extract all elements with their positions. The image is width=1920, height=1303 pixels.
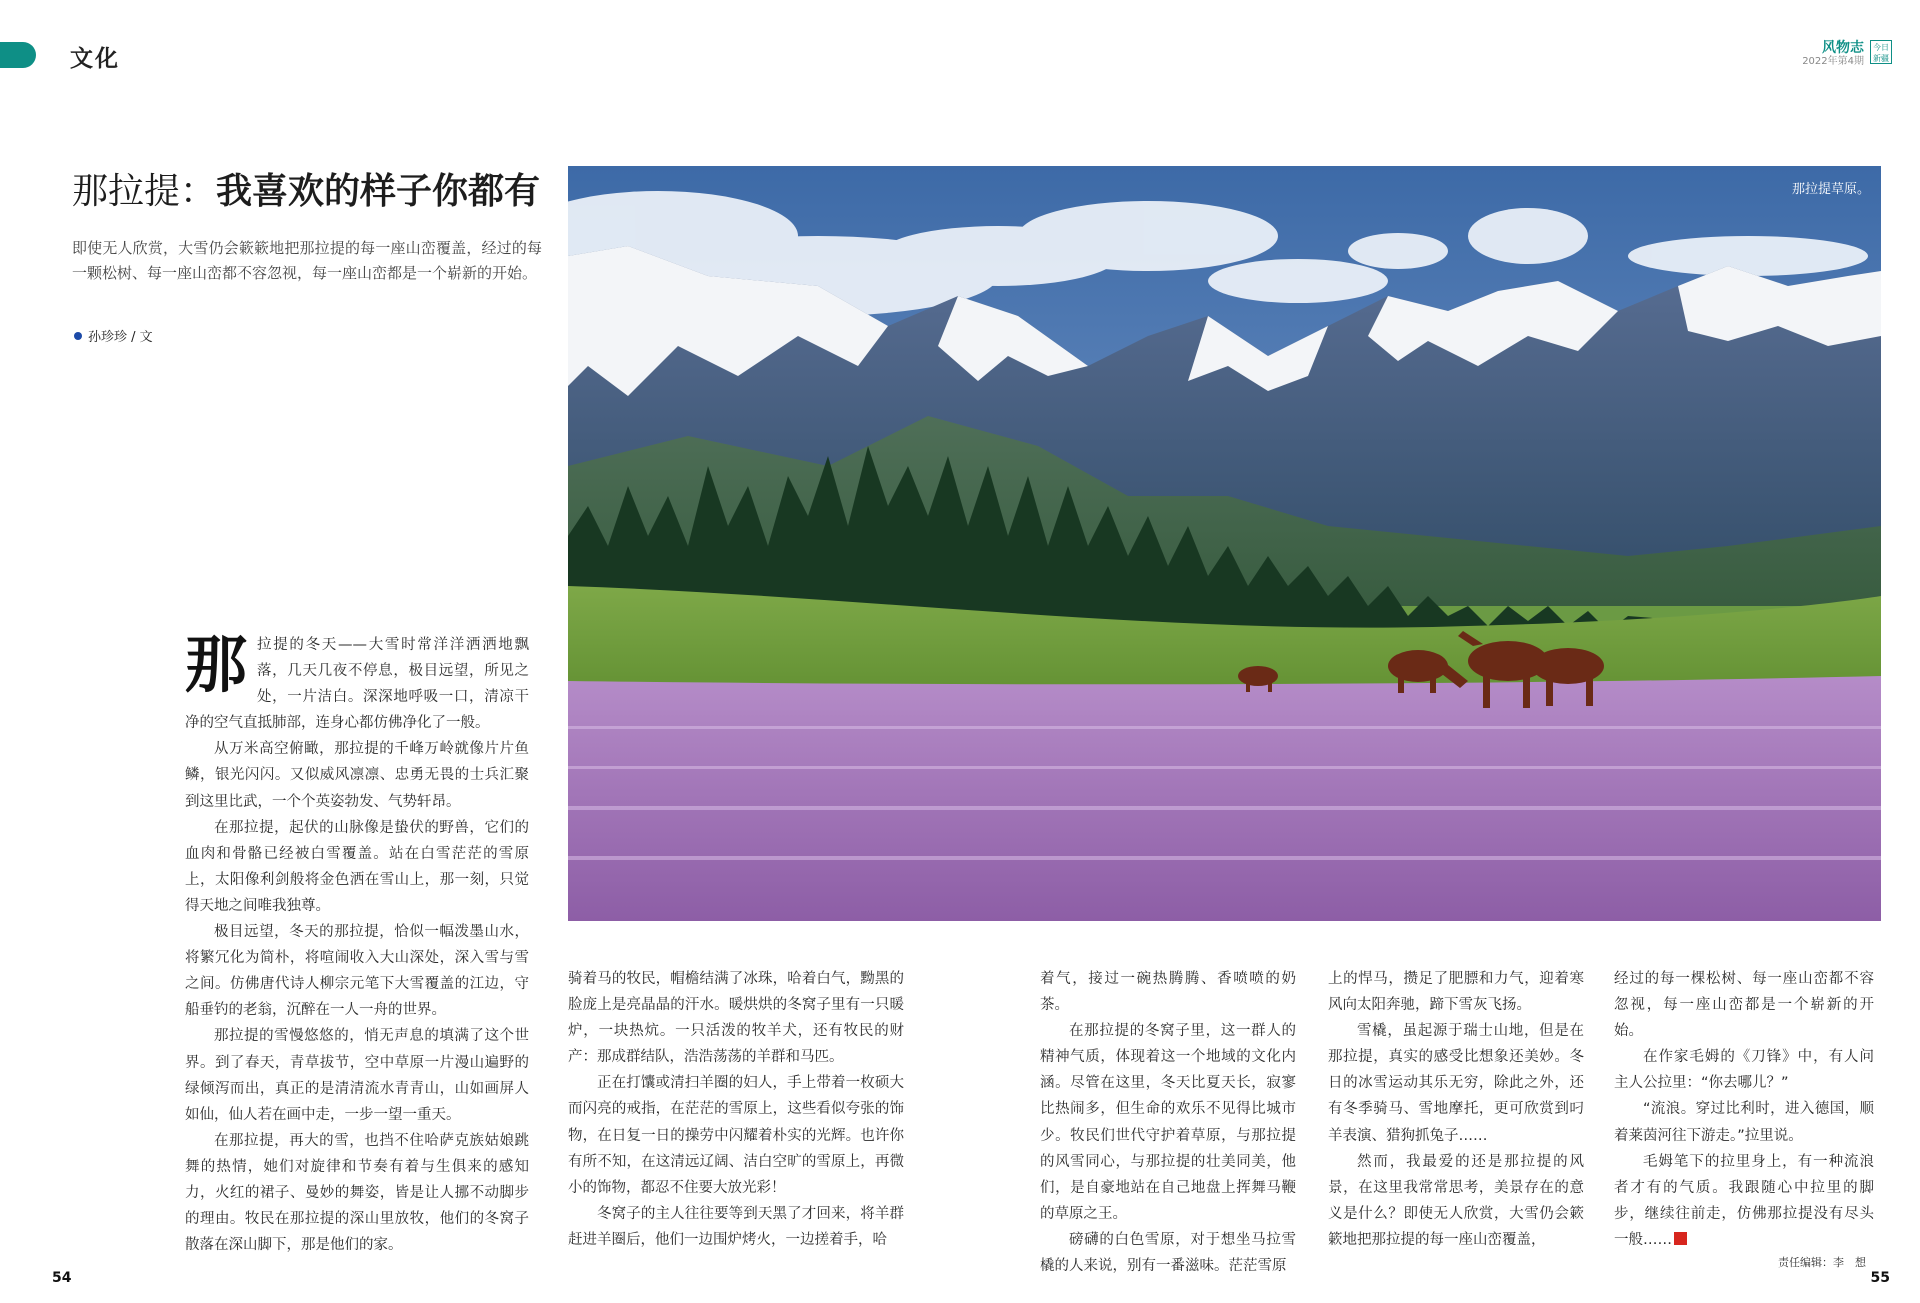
paragraph: 在作家毛姆的《刀锋》中，有人问主人公拉里：“你去哪儿？” (1614, 1049, 1874, 1092)
article-column-2 (568, 966, 904, 1253)
responsible-editor: 责任编辑：李 想 (1778, 1256, 1866, 1269)
author-credit: 孙珍珍 / 文 (88, 330, 153, 345)
paragraph: 在那拉提的冬窝子里，这一群人的精神气质，体现着这一个地域的文化内涵。尽管在这里，冬天比夏天长，寂寥比热闹多，但生命的欢乐不见得比城市少。牧民们世代守护着草原，与那拉提的风雪同心，与那拉提的壮美同美，他们，是自豪地站在自己地盘上挥舞马鞭的草原之王。 (1040, 1023, 1296, 1222)
photo-caption: 那拉提草原。 (1791, 182, 1870, 197)
section-tab-marker (0, 42, 36, 68)
paragraph: 经过的每一棵松树、每一座山峦都不容忽视，每一座山峦都是一个崭新的开始。 (1614, 971, 1874, 1040)
paragraph: 雪橇，虽起源于瑞士山地，但是在那拉提，真实的感受比想象还美妙。冬日的冰雪运动其乐无穷，除此之外，还有冬季骑马、雪地摩托，更可欣赏到叼羊表演、猎狗抓兔子…… (1328, 1023, 1584, 1144)
magazine-logo: 今日新疆 (1870, 40, 1892, 64)
article-column-3 (1040, 966, 1296, 1279)
paragraph: 冬窝子的主人往往要等到天黑了才回来，将羊群赶进羊圈后，他们一边围炉烤火，一边搓着手，哈 (568, 1205, 904, 1248)
paragraph: “流浪。穿过比利时，进入德国，顺着莱茵河往下游走。”拉里说。 (1614, 1101, 1874, 1144)
landscape-photo (568, 166, 1881, 921)
issue-number: 2022年第4期 (1802, 56, 1864, 68)
paragraph: 上的悍马，攒足了肥膘和力气，迎着寒风向太阳奔驰，蹄下雪灰飞扬。 (1328, 971, 1584, 1014)
paragraph: 极目远望，冬天的那拉提，恰似一幅泼墨山水，将繁冗化为简朴，将喧闹收入大山深处，深入雪与雪之间。仿佛唐代诗人柳宗元笔下大雪覆盖的江边，守船垂钓的老翁，沉醉在一人一舟的世界。 (185, 924, 529, 1019)
paragraph: 然而，我最爱的还是那拉提的风景，在这里我常常思考，美景存在的意义是什么？即使无人欣赏，大雪仍会簌簌地把那拉提的每一座山峦覆盖， (1328, 1153, 1584, 1248)
paragraph: 正在打馕或清扫羊圈的妇人，手上带着一枚硕大而闪亮的戒指，在茫茫的雪原上，这些看似夸张的饰物，在日复一日的操劳中闪耀着朴实的光辉。也许你有所不知，在这清远辽阔、洁白空旷的雪原上，再微小的饰物，都忍不住要大放光彩！ (568, 1075, 904, 1196)
article-column-1 (185, 628, 529, 1258)
end-mark-icon (1674, 1232, 1687, 1245)
paragraph-last (1614, 1149, 1874, 1253)
article-column-5 (1614, 966, 1874, 1253)
magazine-name: 风物志 (1822, 40, 1864, 56)
dropcap: 那 (185, 628, 248, 701)
section-label: 文化 (70, 46, 120, 72)
page-number-right: 55 (1870, 1270, 1890, 1286)
byline (74, 326, 153, 345)
paragraph: 拉提的冬天——大雪时常洋洋洒洒地飘落，几天几夜不停息，极目远望，所见之处，一片洁白。深深地呼吸一口，清凉干净的空气直抵肺部，连身心都仿佛净化了一般。 (185, 637, 529, 732)
title-part-2: 我喜欢的样子你都有 (216, 171, 541, 212)
page-number-left: 54 (52, 1270, 72, 1286)
article-title (72, 163, 540, 214)
masthead (1802, 40, 1892, 68)
paragraph: 那拉提的雪慢悠悠的，悄无声息的填满了这个世界。到了春天，青草拔节，空中草原一片漫山遍野的绿倾泻而出，真正的是清清流水青青山，山如画屏人如仙，仙人若在画中走，一步一望一重天。 (185, 1028, 529, 1123)
paragraph: 磅礴的白色雪原，对于想坐马拉雪橇的人来说，别有一番滋味。茫茫雪原 (1040, 1231, 1296, 1275)
article-column-4 (1328, 966, 1584, 1253)
article-dek: 即使无人欣赏，大雪仍会簌簌地把那拉提的每一座山峦覆盖，经过的每一颗松树、每一座山峦都不容忽视，每一座山峦都是一个崭新的开始。 (72, 239, 542, 282)
title-part-1: 那拉提： (72, 171, 217, 212)
paragraph: 从万米高空俯瞰，那拉提的千峰万岭就像片片鱼鳞，银光闪闪。又似威风凛凛、忠勇无畏的士兵汇聚到这里比武，一个个英姿勃发、气势轩昂。 (185, 741, 529, 810)
paragraph: 骑着马的牧民，帽檐结满了冰珠，哈着白气，黝黑的脸庞上是亮晶晶的汗水。暖烘烘的冬窝子里有一只暖炉，一块热炕。一只活泼的牧羊犬，还有牧民的财产：那成群结队，浩浩荡荡的羊群和马匹。 (568, 971, 904, 1066)
paragraph-text: 毛姆笔下的拉里身上，有一种流浪者才有的气质。我跟随心中拉里的脚步，继续往前走，仿佛那拉提没有尽头一般…… (1614, 1153, 1874, 1248)
paragraph: 着气，接过一碗热腾腾、香喷喷的奶茶。 (1040, 971, 1296, 1014)
paragraph: 在那拉提，起伏的山脉像是蛰伏的野兽，它们的血肉和骨骼已经被白雪覆盖。站在白雪茫茫的雪原上，太阳像利剑般将金色洒在雪山上，那一刻，只觉得天地之间唯我独尊。 (185, 819, 529, 914)
bullet-dot (74, 332, 82, 340)
paragraph: 在那拉提，再大的雪，也挡不住哈萨克族姑娘跳舞的热情，她们对旋律和节奏有着与生俱来的感知力，火红的裙子、曼妙的舞姿，皆是让人挪不动脚步的理由。牧民在那拉提的深山里放牧，他们的冬窝子散落在深山脚下，那是他们的家。 (185, 1132, 529, 1254)
